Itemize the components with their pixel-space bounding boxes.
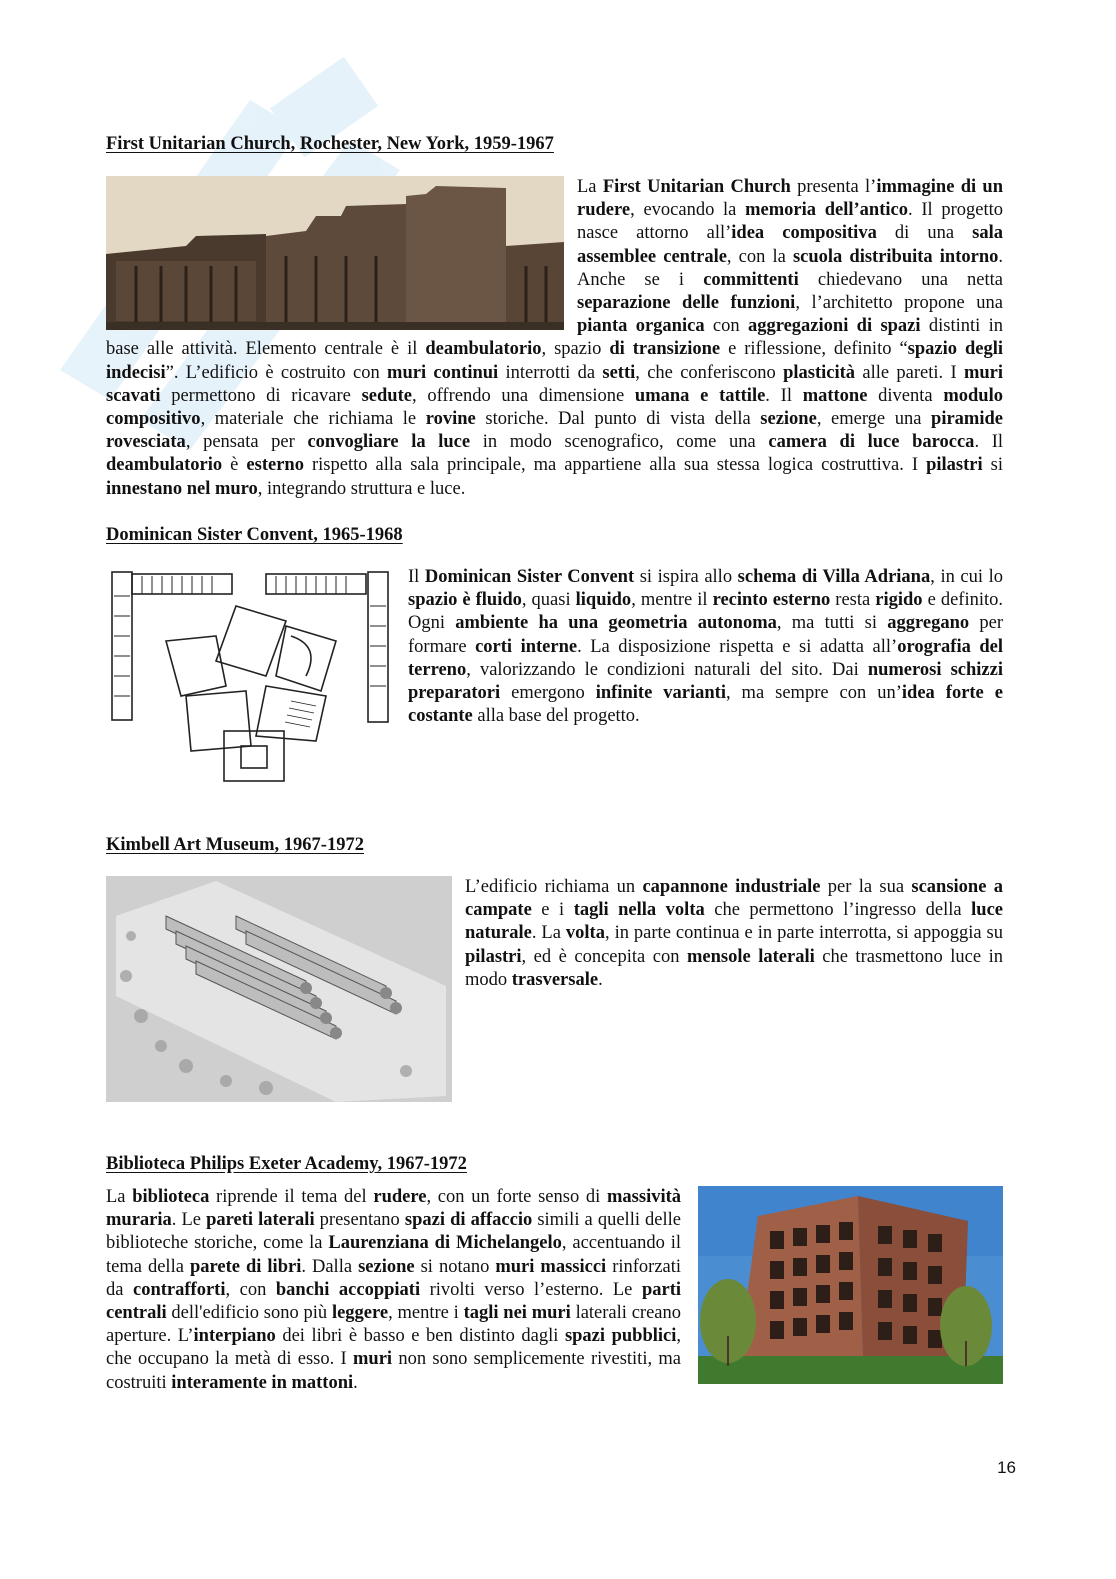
text-run: in modo scenografico, come una xyxy=(470,432,769,453)
dominican-convent-text xyxy=(408,567,1003,726)
section-title-dominican-convent: Dominican Sister Convent, 1965-1968 xyxy=(106,525,403,545)
text-run: con xyxy=(704,316,748,337)
text-run: Il xyxy=(408,567,425,587)
text-run: dei libri è basso e ben distinto dagli xyxy=(275,1326,565,1347)
text-run: . xyxy=(353,1372,358,1393)
bold-term: aggregazioni di spazi xyxy=(747,316,921,337)
bold-term: spazio degli indecisi xyxy=(106,339,1004,383)
text-run: alla base del progetto. xyxy=(472,706,640,727)
bold-term: Dominican Sister Convent xyxy=(424,567,635,587)
text-run: , che conferiscono xyxy=(635,362,784,383)
text-run: interrotti da xyxy=(498,362,603,383)
bold-term: biblioteca xyxy=(132,1187,210,1207)
text-run: , che occupano la metà di esso. I xyxy=(106,1326,681,1370)
bold-term: piramide rovesciata xyxy=(106,409,1003,453)
bold-term: sedute xyxy=(361,385,412,406)
bold-term: schema di Villa Adriana xyxy=(737,567,931,587)
bold-term: sezione xyxy=(358,1256,415,1277)
bold-term: infinite varianti xyxy=(595,683,726,704)
text-run: La xyxy=(106,1187,133,1207)
text-run: e riflessione, definito “ xyxy=(720,339,908,360)
bold-term: memoria dell’antico xyxy=(745,200,908,221)
text-run: La xyxy=(577,177,603,197)
text-run: , quasi xyxy=(521,590,576,611)
bold-term: sezione xyxy=(760,409,817,430)
bold-term: pianta organica xyxy=(577,316,705,337)
section-paragraph-dominican-convent xyxy=(408,566,1003,728)
bold-term: camera di luce barocca xyxy=(768,432,975,453)
bold-term: rudere xyxy=(373,1187,427,1207)
text-run: rivolti verso l’esterno. Le xyxy=(420,1279,642,1300)
text-run: , evocando la xyxy=(630,200,746,221)
text-run: ”. L’edificio è costruito con xyxy=(165,362,388,383)
bold-term: umana e tattile xyxy=(634,385,766,406)
bold-term: committenti xyxy=(703,269,799,290)
text-run: , ma sempre con un’ xyxy=(725,683,902,704)
text-run: presentano xyxy=(314,1210,405,1231)
bold-term: aggregano xyxy=(887,613,970,634)
kimbell-text xyxy=(465,877,1003,990)
text-run: , offrendo una dimensione xyxy=(411,385,635,406)
text-run: diventa xyxy=(867,385,944,406)
bold-term: mattone xyxy=(802,385,868,406)
bold-term: leggere xyxy=(331,1303,389,1324)
section-paragraph-first-unitarian xyxy=(106,176,1003,501)
text-run: rinforzati da xyxy=(106,1256,682,1300)
bold-term: orografia del terreno xyxy=(408,636,1004,680)
text-run: . Il xyxy=(974,432,1003,453)
section-paragraph-kimbell xyxy=(465,876,1003,992)
kimbell-art-museum-model xyxy=(106,876,452,1102)
bold-term: idea forte e costante xyxy=(408,683,1003,727)
text-run: di una xyxy=(876,223,973,244)
bold-term: parete di libri xyxy=(189,1256,302,1277)
text-run: chiedevano una netta xyxy=(798,269,1003,290)
bold-term: trasversale xyxy=(511,969,599,990)
text-run: e i xyxy=(531,900,574,921)
exeter-library-photo xyxy=(698,1186,1003,1384)
text-run: si notano xyxy=(414,1256,496,1277)
bold-term: pilastri xyxy=(465,946,522,967)
bold-term: pareti laterali xyxy=(206,1210,315,1231)
bold-term: contrafforti xyxy=(133,1279,226,1300)
text-run: . Le xyxy=(171,1210,207,1231)
text-run: e definito. Ogni xyxy=(408,590,1003,634)
bold-term: tagli nella volta xyxy=(573,900,705,921)
bold-term: interpiano xyxy=(193,1326,276,1347)
bold-term: muri scavati xyxy=(106,362,1004,406)
page-number: 16 xyxy=(997,1458,1016,1477)
bold-term: massività muraria xyxy=(106,1187,682,1231)
bold-term: plasticità xyxy=(783,362,856,383)
text-run: . Dalla xyxy=(301,1256,359,1277)
section-title-first-unitarian: First Unitarian Church, Rochester, New York, 1959-1967 xyxy=(106,134,554,154)
bold-term: numerosi schizzi preparatori xyxy=(408,659,1003,704)
dominican-convent-plan xyxy=(106,566,391,784)
text-run: riprende il tema del xyxy=(209,1187,374,1207)
text-run: che trasmettono luce in modo xyxy=(465,946,1004,990)
bold-term: banchi accoppiati xyxy=(275,1279,421,1300)
section-paragraph-exeter-library xyxy=(106,1186,681,1395)
text-run: si ispira allo xyxy=(634,567,738,587)
bold-term: esterno xyxy=(246,455,304,476)
text-run: presenta l’ xyxy=(790,177,877,197)
text-run: , ma tutti si xyxy=(776,613,888,634)
bold-term: muri massicci xyxy=(495,1256,607,1277)
text-run: laterali creano aperture. L’ xyxy=(106,1303,681,1347)
bold-term: interamente in mattoni xyxy=(171,1372,354,1393)
bold-term: rovine xyxy=(425,409,476,430)
bold-term: spazio è fluido xyxy=(408,590,522,611)
text-run: per la sua xyxy=(820,877,912,897)
bold-term: setti xyxy=(602,362,636,383)
bold-term: innestano nel muro xyxy=(106,478,258,499)
bold-term: convogliare la luce xyxy=(307,432,471,453)
text-run: permettono di ricavare xyxy=(160,385,362,406)
bold-term: muri xyxy=(353,1349,393,1370)
text-run: , mentre il xyxy=(631,590,713,611)
text-run: rispetto alla sala principale, ma appartiene alla sua stessa logica costruttiva. I xyxy=(303,455,927,476)
bold-term: sala assemblee centrale xyxy=(577,223,1003,267)
text-run: , con xyxy=(225,1279,276,1300)
text-run: , ed è concepita con xyxy=(521,946,687,967)
bold-term: mensole laterali xyxy=(687,946,815,967)
bold-term: volta xyxy=(565,923,605,944)
text-run: , con la xyxy=(726,246,793,267)
exeter-library-text xyxy=(106,1187,681,1393)
bold-term: corti interne xyxy=(475,636,578,657)
text-run: . xyxy=(598,969,603,990)
text-run: , mentre i xyxy=(388,1303,464,1324)
text-run: , in parte continua e in parte interrotta, si appoggia su xyxy=(604,923,1004,944)
text-run: . Il xyxy=(765,385,803,406)
bold-term: First Unitarian Church xyxy=(602,177,791,197)
text-run: , l’architetto propone una xyxy=(795,293,1003,314)
bold-term: liquido xyxy=(575,590,632,611)
bold-term: modulo compositivo xyxy=(106,385,1003,430)
bold-term: scuola distribuita intorno xyxy=(792,246,999,267)
text-run: non sono semplicemente rivestiti, ma costruiti xyxy=(106,1349,681,1393)
bold-term: luce naturale xyxy=(465,900,1003,944)
bold-term: recinto esterno xyxy=(712,590,831,611)
bold-term: parti centrali xyxy=(106,1279,681,1324)
text-run: . La disposizione rispetta e si adatta all’ xyxy=(577,636,898,657)
image-float-spacer xyxy=(106,176,577,328)
bold-term: spazi di affaccio xyxy=(404,1210,533,1231)
bold-term: ambiente ha una geometria autonoma xyxy=(455,613,777,634)
section-title-exeter-library: Biblioteca Philips Exeter Academy, 1967-1972 xyxy=(106,1154,467,1174)
text-run: , spazio xyxy=(541,339,610,360)
bold-term: immagine di un rudere xyxy=(577,177,1004,221)
bold-term: di transizione xyxy=(609,339,721,360)
bold-term: separazione delle funzioni xyxy=(577,293,796,314)
text-run: resta xyxy=(830,590,876,611)
text-run: , accentuando il tema della xyxy=(106,1233,682,1277)
text-run: dell'edificio sono più xyxy=(166,1303,332,1324)
text-run: emergono xyxy=(500,683,596,704)
bold-term: capannone industriale xyxy=(642,877,821,897)
text-run: . La xyxy=(531,923,566,944)
text-run: simili a quelli delle biblioteche storiche, come la xyxy=(106,1210,682,1254)
text-run: , valorizzando le condizioni naturali del sito. Dai xyxy=(466,659,868,680)
bold-term: spazi pubblici xyxy=(564,1326,677,1347)
text-run: , pensata per xyxy=(185,432,308,453)
text-run: , in cui lo xyxy=(930,567,1004,587)
bold-term: scansione a campate xyxy=(465,877,1004,921)
bold-term: muri continui xyxy=(387,362,499,383)
bold-term: deambulatorio xyxy=(425,339,542,360)
text-run: che permettono l’ingresso della xyxy=(704,900,972,921)
text-run: distinti in base alle attività. Elemento centrale è il xyxy=(106,316,1003,360)
text-run: è xyxy=(222,455,247,476)
text-run: L’edificio richiama un xyxy=(465,877,643,897)
bold-term: deambulatorio xyxy=(106,455,223,476)
section-title-kimbell: Kimbell Art Museum, 1967-1972 xyxy=(106,835,364,855)
bold-term: tagli nei muri xyxy=(463,1303,571,1324)
bold-term: rigido xyxy=(875,590,923,611)
text-run: per formare xyxy=(408,613,1004,657)
text-run: . Il progetto nasce attorno all’ xyxy=(577,200,1004,244)
text-run: si xyxy=(982,455,1003,476)
text-run: alle pareti. I xyxy=(855,362,964,383)
bold-term: idea compositiva xyxy=(731,223,877,244)
text-run: , emerge una xyxy=(816,409,932,430)
text-run: storiche. Dal punto di vista della xyxy=(475,409,761,430)
text-run: , materiale che richiama le xyxy=(200,409,426,430)
bold-term: pilastri xyxy=(926,455,983,476)
bold-term: Laurenziana di Michelangelo xyxy=(328,1233,562,1254)
text-run: . Anche se i xyxy=(577,246,1003,290)
text-run: , integrando struttura e luce. xyxy=(257,478,466,499)
text-run: , con un forte senso di xyxy=(426,1187,608,1207)
